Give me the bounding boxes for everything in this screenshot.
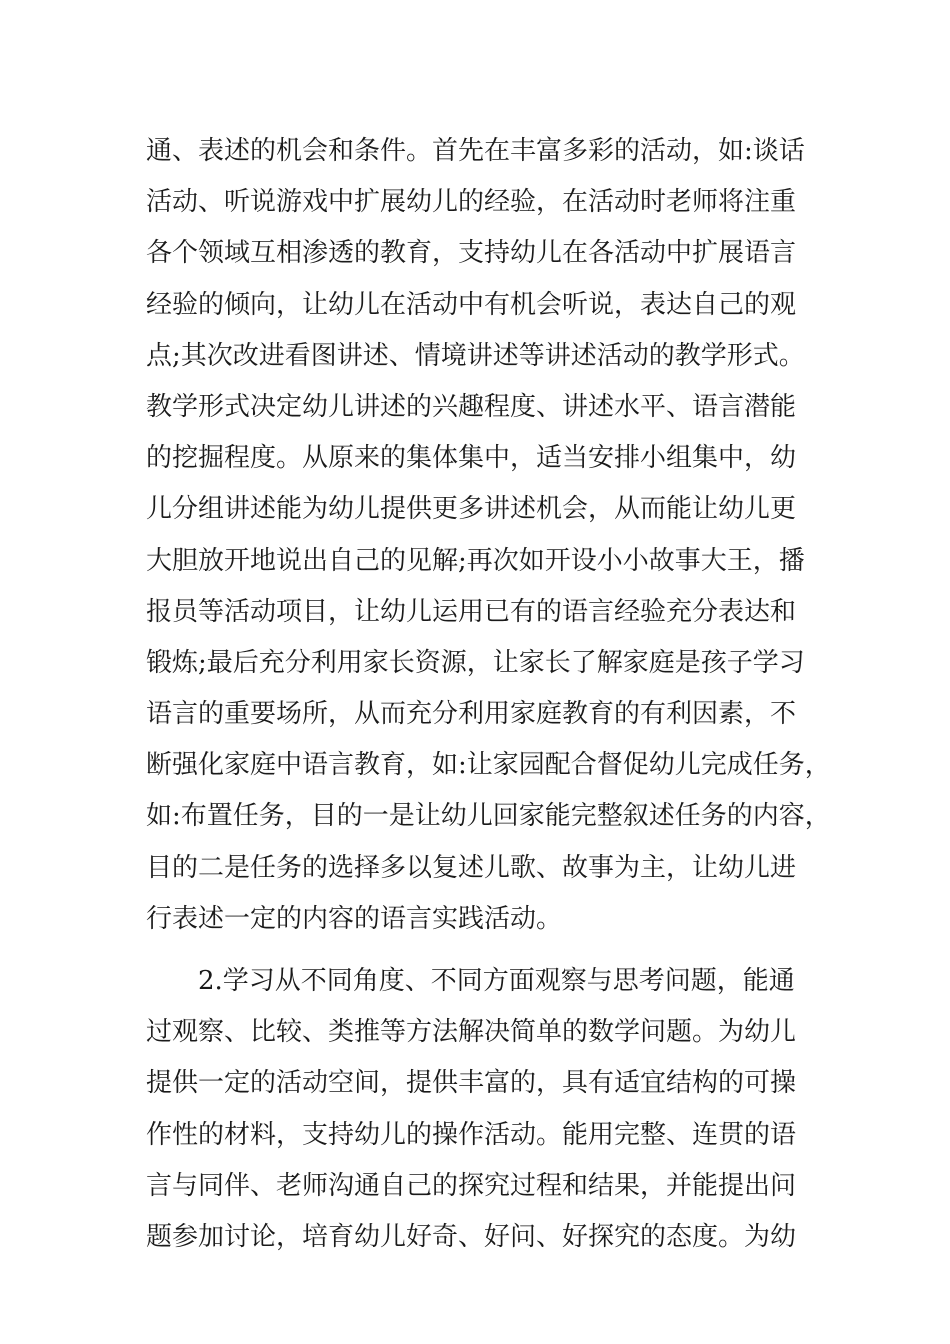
text-line: 作性的材料，支持幼儿的操作活动。能用完整、连贯的语 <box>146 1119 797 1150</box>
text-line: 儿分组讲述能为幼儿提供更多讲述机会，从而能让幼儿更 <box>146 494 797 525</box>
text-line: 2.学习从不同角度、不同方面观察与思考问题，能通 <box>198 966 795 996</box>
text-line: 提供一定的活动空间，提供丰富的，具有适宜结构的可操 <box>146 1068 797 1099</box>
text-line: 如:布置任务，目的一是让幼儿回家能完整叙述任务的内容， <box>146 801 831 832</box>
paragraph-gap <box>146 945 816 956</box>
text-line: 各个领域互相渗透的教育，支持幼儿在各活动中扩展语言 <box>146 238 797 269</box>
paragraph-2 <box>146 956 816 1263</box>
text-line: 的挖掘程度。从原来的集体集中，适当安排小组集中，幼 <box>146 443 797 474</box>
paragraph-1 <box>146 126 831 945</box>
text-line: 断强化家庭中语言教育，如:让家园配合督促幼儿完成任务， <box>146 750 831 781</box>
text-line: 大胆放开地说出自己的见解;再次如开设小小故事大王，播 <box>146 545 805 576</box>
text-line: 点;其次改进看图讲述、情境讲述等讲述活动的教学形式。 <box>146 340 805 371</box>
text-line: 目的二是任务的选择多以复述儿歌、故事为主，让幼儿进 <box>146 852 797 883</box>
text-line: 题参加讨论，培育幼儿好奇、好问、好探究的态度。为幼 <box>146 1221 797 1252</box>
text-line: 言与同伴、老师沟通自己的探究过程和结果，并能提出问 <box>146 1170 797 1201</box>
text-line: 过观察、比较、类推等方法解决简单的数学问题。为幼儿 <box>146 1017 797 1048</box>
text-line: 报员等活动项目，让幼儿运用已有的语言经验充分表达和 <box>146 596 797 627</box>
text-line: 语言的重要场所，从而充分利用家庭教育的有利因素，不 <box>146 699 797 730</box>
body-text <box>146 126 831 1263</box>
text-line: 教学形式决定幼儿讲述的兴趣程度、讲述水平、语言潜能 <box>146 391 797 422</box>
text-line: 通、表述的机会和条件。首先在丰富多彩的活动，如:谈话 <box>146 136 805 166</box>
text-line: 锻炼;最后充分利用家长资源，让家长了解家庭是孩子学习 <box>146 647 805 678</box>
text-line: 经验的倾向，让幼儿在活动中有机会听说，表达自己的观 <box>146 289 797 320</box>
text-line: 活动、听说游戏中扩展幼儿的经验，在活动时老师将注重 <box>146 187 797 218</box>
text-line: 行表述一定的内容的语言实践活动。 <box>146 903 563 934</box>
